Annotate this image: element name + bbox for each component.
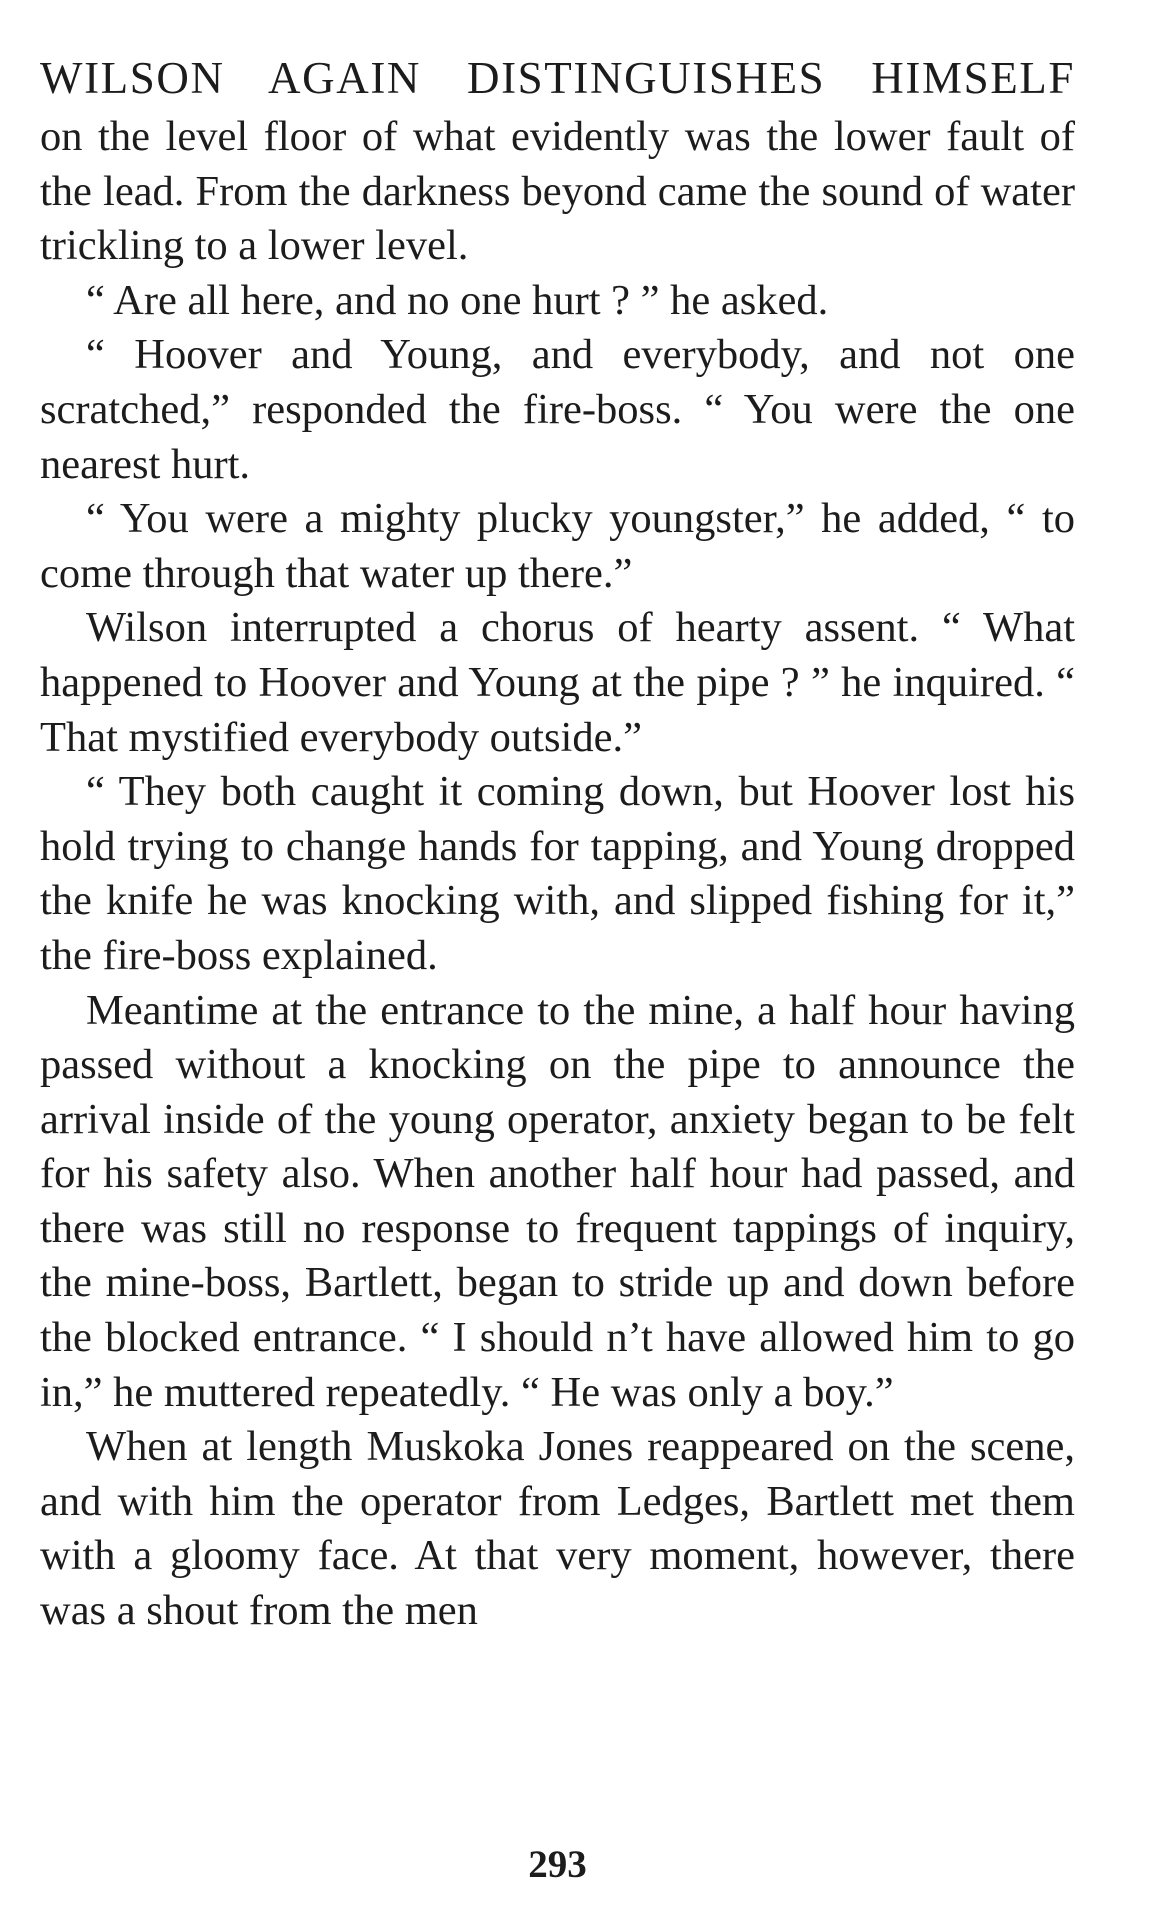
page-number: 293 <box>528 1843 587 1886</box>
paragraph: on the level floor of what evidently was the lower fault of the lead. From the darkness beyond came the sound of water trickling to a lower level. <box>40 113 1075 270</box>
body-text <box>40 110 1075 1639</box>
paragraph: “ Are all here, and no one hurt ? ” he asked. <box>86 276 829 324</box>
running-head: WILSON AGAIN DISTINGUISHES HIMSELF <box>40 53 1075 103</box>
paragraph: When at length Muskoka Jones reappeared on the scene, and with him the operator from Ledges, Bartlett met them with a gloomy face. At that very moment, however, there was a shout from the men <box>40 1423 1075 1635</box>
paragraph: Meantime at the entrance to the mine, a half hour having passed without a knocking on the pipe to announce the arrival inside of the young operator, anxiety began to be felt for his safety also. When another half hour had passed, and there was still no response to frequent tappings of inquiry, the mine-boss, Bartlett, began to stride up and down before the blocked entrance. “ I should n’t have allowed him to go in,” he muttered repeatedly. “ He was only a boy.” <box>40 986 1075 1416</box>
paragraph: “ Hoover and Young, and everybody, and not one scratched,” responded the fire-boss. “ You were the one nearest hurt. <box>40 331 1075 488</box>
paragraph: “ They both caught it coming down, but Hoover lost his hold trying to change hands for tapping, and Young dropped the knife he was knocking with, and slipped fishing for it,” the fire-boss explained. <box>40 768 1075 979</box>
book-page <box>40 50 1075 1886</box>
paragraph: Wilson interrupted a chorus of hearty assent. “ What happened to Hoover and Young at the pipe ? ” he inquired. “ That mystified everybody outside.” <box>40 604 1075 761</box>
paragraph: “ You were a mighty plucky youngster,” he added, “ to come through that water up there.” <box>40 495 1075 597</box>
